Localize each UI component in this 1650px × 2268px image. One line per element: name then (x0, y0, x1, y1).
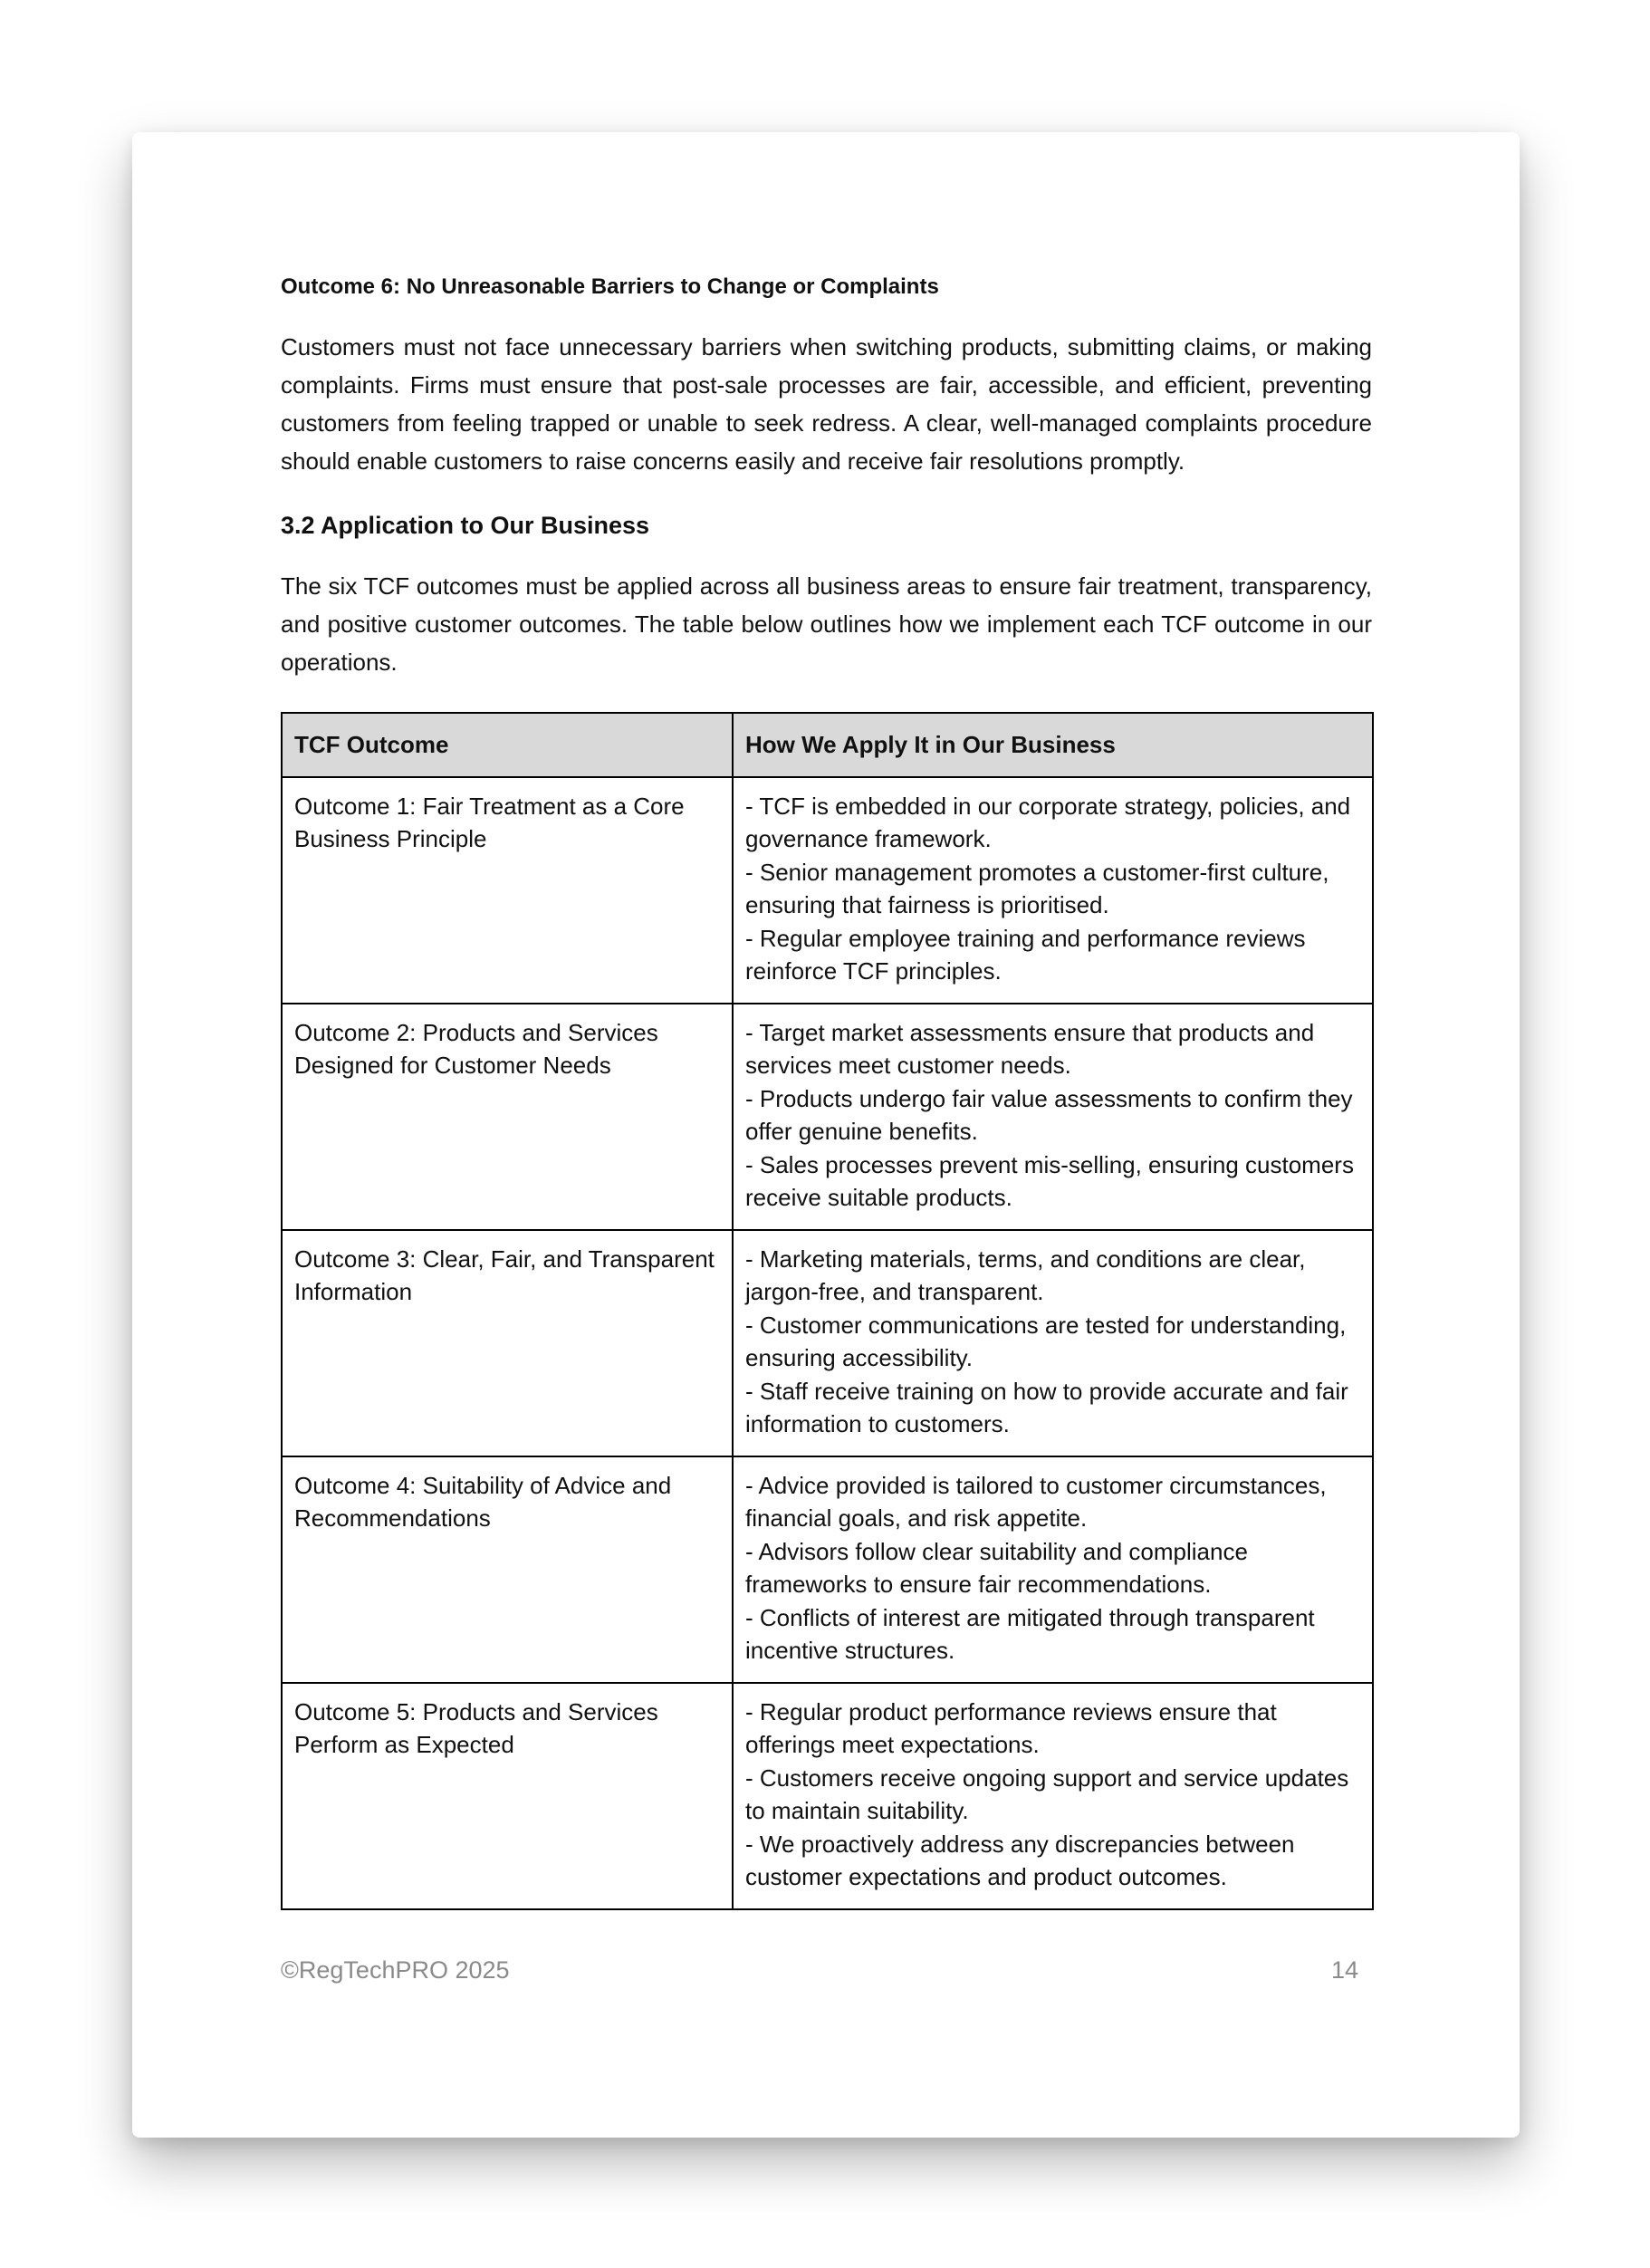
application-point: - Customer communications are tested for understanding, ensuring accessibility. (745, 1311, 1347, 1371)
outcome-cell: Outcome 3: Clear, Fair, and Transparent Information (282, 1230, 733, 1456)
section-intro: The six TCF outcomes must be applied across all business areas to ensure fair treatment, transparency, and positive customer outcomes. The table below outlines how we implement each TCF outcome in our operations. (281, 572, 1372, 676)
page-number: 14 (1330, 1956, 1358, 1984)
copyright-text: ©RegTechPRO 2025 (281, 1956, 510, 1984)
table-row (282, 1230, 1373, 1456)
outcome-6-heading: Outcome 6: No Unreasonable Barriers to Change or Complaints (281, 274, 939, 299)
outcome-cell: Outcome 5: Products and Services Perform as Expected (282, 1683, 733, 1909)
document-page (132, 132, 1520, 2138)
application-point: - Products undergo fair value assessments to confirm they offer genuine benefits. (745, 1084, 1353, 1145)
outcome-cell: Outcome 4: Suitability of Advice and Recommendations (282, 1456, 733, 1683)
table-row (282, 1456, 1373, 1683)
application-point: - Advisors follow clear suitability and compliance frameworks to ensure fair recommendations. (745, 1537, 1248, 1598)
application-point: - Staff receive training on how to provide accurate and fair information to customers. (745, 1377, 1348, 1437)
column-header-application: How We Apply It in Our Business (733, 713, 1373, 777)
page-footer (281, 1956, 1358, 1985)
application-point: - Marketing materials, terms, and conditions are clear, jargon-free, and transparent. (745, 1245, 1306, 1305)
outcome-cell: Outcome 1: Fair Treatment as a Core Business Principle (282, 777, 733, 1004)
application-point: - Conflicts of interest are mitigated through transparent incentive structures. (745, 1603, 1315, 1664)
application-point: - Sales processes prevent mis-selling, ensuring customers receive suitable products. (745, 1150, 1354, 1211)
application-cell (733, 777, 1373, 1004)
application-point: - Regular employee training and performance reviews reinforce TCF principles. (745, 924, 1306, 985)
application-cell (733, 1004, 1373, 1230)
table-row (282, 1004, 1373, 1230)
application-cell (733, 1456, 1373, 1683)
table-row (282, 1683, 1373, 1909)
tcf-outcomes-table (281, 712, 1374, 1910)
application-cell (733, 1683, 1373, 1909)
application-point: - TCF is embedded in our corporate strategy, policies, and governance framework. (745, 792, 1351, 852)
outcome-cell: Outcome 2: Products and Services Designed for Customer Needs (282, 1004, 733, 1230)
section-heading: 3.2 Application to Our Business (281, 512, 650, 539)
application-point: - Advice provided is tailored to customer circumstances, financial goals, and risk appetite. (745, 1471, 1327, 1532)
application-cell (733, 1230, 1373, 1456)
table-row (282, 777, 1373, 1004)
application-point: - Regular product performance reviews ensure that offerings meet expectations. (745, 1697, 1277, 1758)
application-point: - Target market assessments ensure that products and services meet customer needs. (745, 1018, 1315, 1079)
page-content (281, 274, 1372, 1910)
application-point: - We proactively address any discrepancies between customer expectations and product outcomes. (745, 1830, 1295, 1890)
application-point: - Customers receive ongoing support and service updates to maintain suitability. (745, 1763, 1349, 1824)
table-header-row (282, 713, 1373, 777)
column-header-outcome: TCF Outcome (282, 713, 733, 777)
outcome-6-body: Customers must not face unnecessary barriers when switching products, submitting claims, or making complaints. Firms must ensure that post-sale processes are fair, accessible, and efficient, preventing customers from feeling trapped or unable to seek redress. A clear, well-managed complaints procedure should enable customers to raise concerns easily and receive fair resolutions promptly. (281, 333, 1372, 475)
application-point: - Senior management promotes a customer-first culture, ensuring that fairness is prioritised. (745, 858, 1329, 918)
